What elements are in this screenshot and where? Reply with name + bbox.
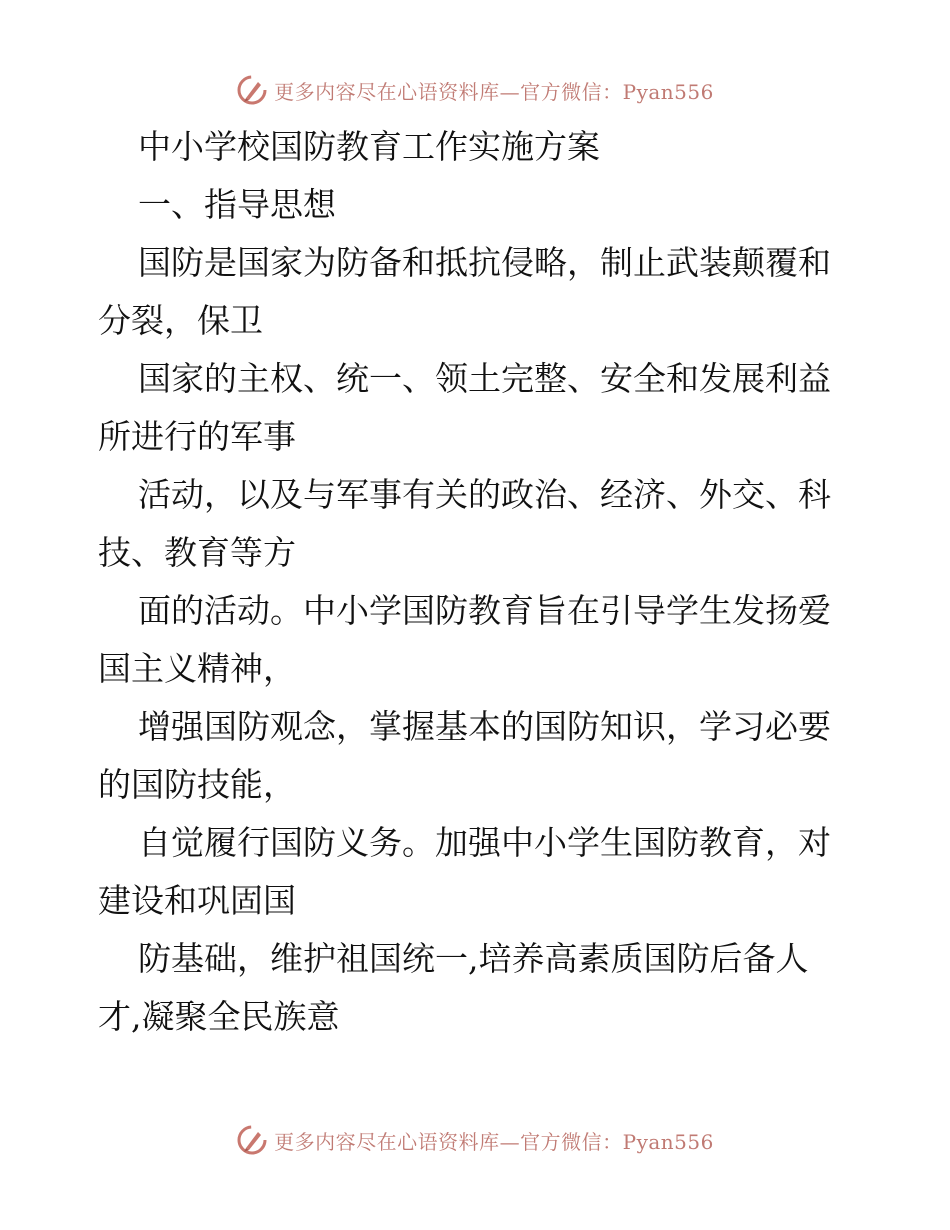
watermark-text: 更多内容尽在心语资料库—官方微信：Pyan556	[274, 79, 714, 104]
watermark-text: 更多内容尽在心语资料库—官方微信：Pyan556	[274, 1129, 714, 1154]
pen-circle-logo-icon	[236, 74, 268, 106]
paragraph-line: 国家的主权、统一、领土完整、安全和发展利益	[138, 359, 831, 398]
paragraph-line: 面的活动。中小学国防教育旨在引导学生发扬爱	[138, 591, 831, 630]
paragraph-line: 技、教育等方	[98, 533, 296, 572]
pen-circle-logo-icon	[236, 1124, 268, 1156]
paragraph-line: 建设和巩固国	[98, 881, 296, 920]
paragraph-line: 自觉履行国防义务。加强中小学生国防教育，对	[138, 823, 831, 862]
paragraph-line: 国主义精神，	[98, 649, 296, 688]
document-title: 中小学校国防教育工作实施方案	[138, 127, 600, 166]
paragraph-line: 防基础，维护祖国统一,培养高素质国防后备人	[138, 939, 809, 978]
section-heading: 一、指导思想	[138, 185, 336, 224]
watermark-banner-bottom[interactable]	[0, 1120, 950, 1160]
document-body	[98, 118, 858, 1046]
paragraph-line: 的国防技能，	[98, 765, 296, 804]
paragraph-line: 才,凝聚全民族意	[98, 997, 340, 1036]
paragraph-line: 分裂，保卫	[98, 301, 263, 340]
paragraph-line: 所进行的军事	[98, 417, 296, 456]
paragraph-line: 增强国防观念，掌握基本的国防知识，学习必要	[138, 707, 831, 746]
watermark-banner-top[interactable]	[0, 70, 950, 110]
paragraph-line: 国防是国家为防备和抵抗侵略，制止武装颠覆和	[138, 243, 831, 282]
paragraph-line: 活动，以及与军事有关的政治、经济、外交、科	[138, 475, 831, 514]
